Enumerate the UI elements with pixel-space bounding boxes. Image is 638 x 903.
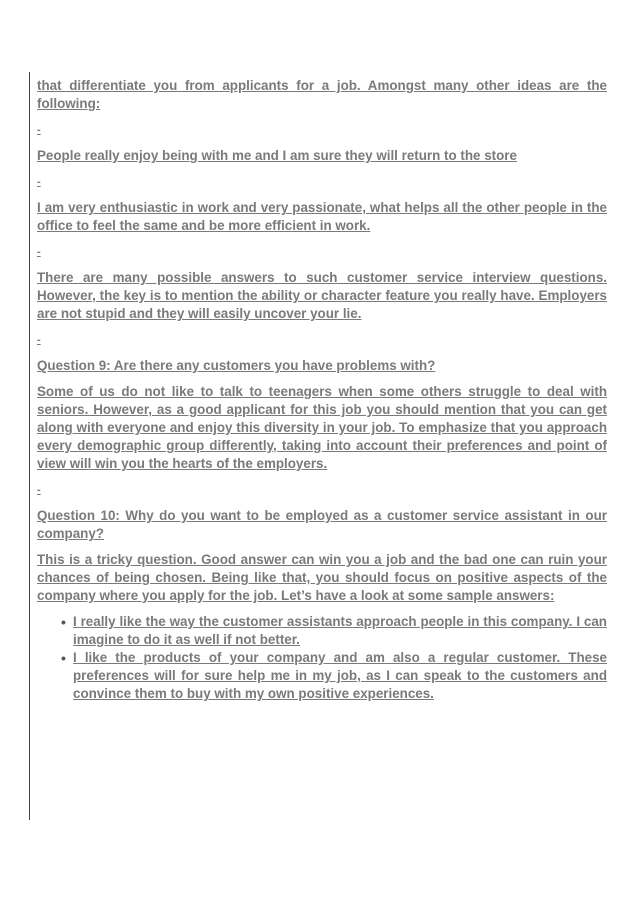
question-10-body: This is a tricky question. Good answer can win you a job and the bad one can ruin your chances of being chosen. Being like that, you should focus on positive aspects of the company where you apply for the job. Let’s have a look at some sample answers: (37, 552, 607, 603)
advice-paragraph: There are many possible answers to such customer service interview questions. However, the key is to mention the ability or character feature you really have. Employers are not stupid and they will easily uncover your lie. (37, 270, 607, 321)
separator-dash: - (37, 124, 41, 136)
separator-dash: - (37, 484, 41, 496)
sample-answer-1: People really enjoy being with me and I am sure they will return to the store (37, 148, 517, 163)
list-item: • I really like the way the customer assistants approach people in this company. I can imagine to do it as well if not better. (61, 614, 607, 647)
separator-dash: - (37, 176, 41, 188)
question-9-body: Some of us do not like to talk to teenagers when some others struggle to deal with seniors. However, as a good applicant for this job you should mention that you can get along with everyone and enjoy this diversity in your job. To emphasize that you approach every demographic group differently, taking into account their preferences and point of view will win you the hearts of the employers. (37, 384, 607, 471)
separator-dash: - (37, 334, 41, 346)
sample-answers-list (37, 613, 607, 703)
question-10-heading: Question 10: Why do you want to be employed as a customer service assistant in our company? (37, 508, 607, 541)
document-body (37, 77, 607, 703)
list-item: • I like the products of your company and am also a regular customer. These preferences will for sure help me in my job, as I can speak to the customers and convince them to buy with my own positive experiences. (61, 650, 607, 701)
bullet-icon: • (61, 650, 66, 666)
left-margin-rule (29, 72, 30, 820)
bullet-icon: • (61, 614, 66, 630)
intro-paragraph: that differentiate you from applicants for a job. Amongst many other ideas are the following: (37, 78, 607, 111)
question-9-heading: Question 9: Are there any customers you have problems with? (37, 358, 436, 373)
separator-dash: - (37, 246, 41, 258)
sample-answer-2: I am very enthusiastic in work and very passionate, what helps all the other people in the office to feel the same and be more efficient in work. (37, 200, 607, 233)
